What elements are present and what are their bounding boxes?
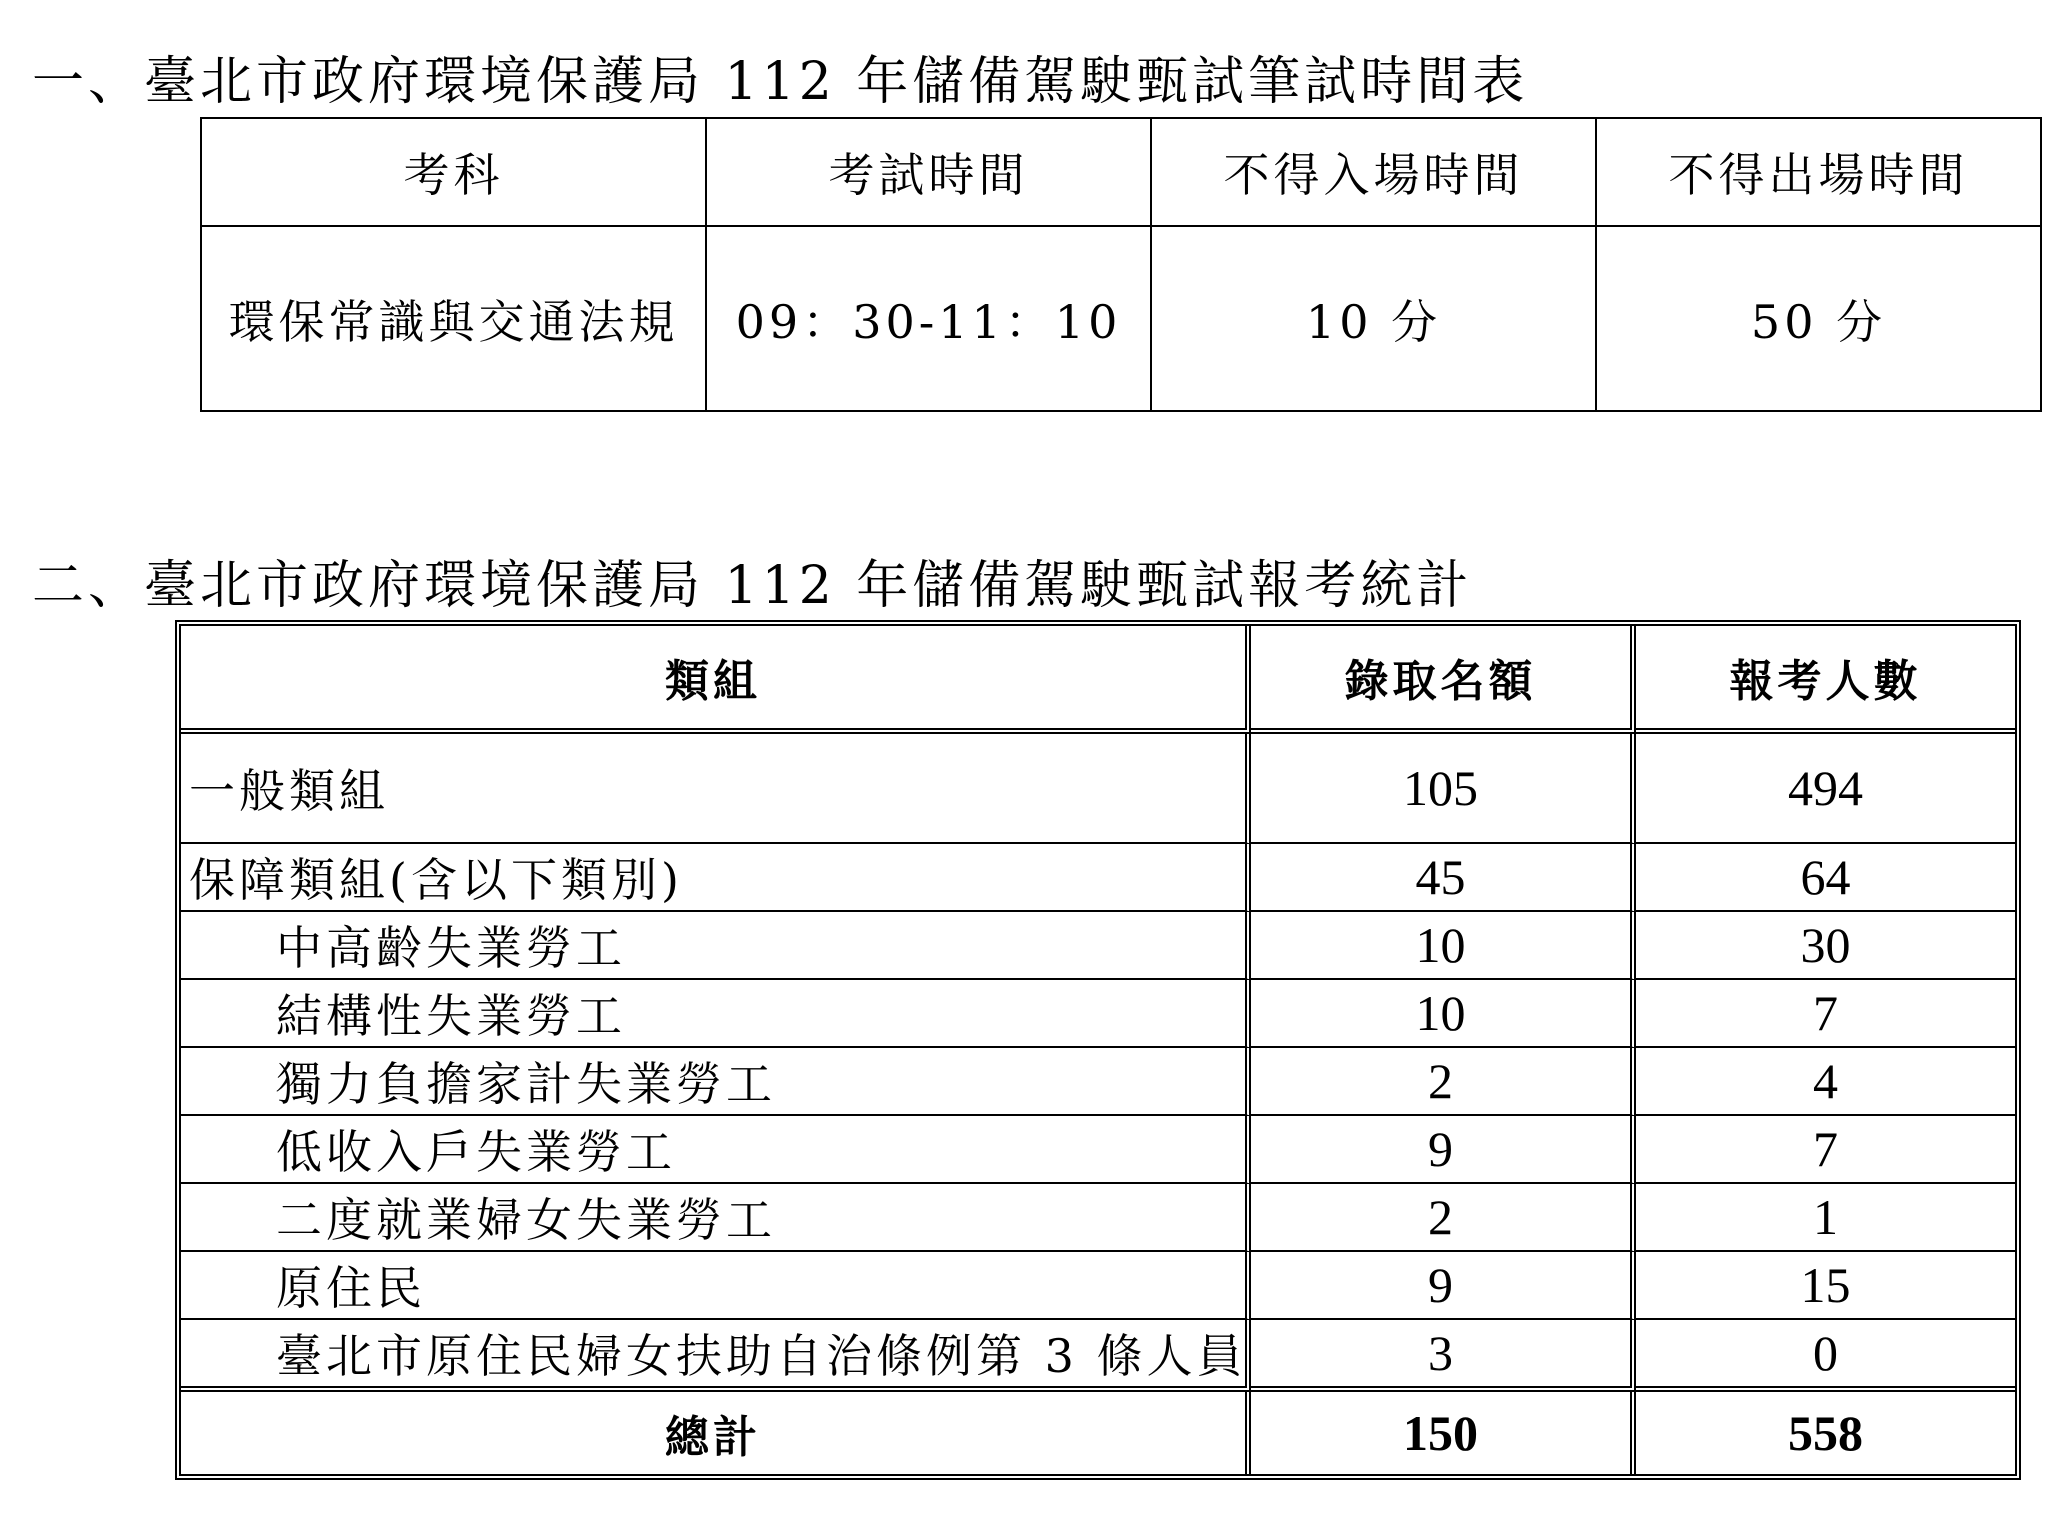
table-header-row [181, 626, 2015, 734]
row-applicants: 64 [1636, 844, 2015, 912]
header-exam-time: 考試時間 [706, 118, 1151, 226]
total-label: 總計 [181, 1392, 1251, 1474]
header-subject: 考科 [201, 118, 706, 226]
row-category: 結構性失業勞工 [181, 980, 1251, 1048]
header-category: 類組 [181, 626, 1251, 734]
row-applicants: 4 [1636, 1048, 2015, 1116]
header-no-entry-time: 不得入場時間 [1151, 118, 1596, 226]
row-category: 獨力負擔家計失業勞工 [181, 1048, 1251, 1116]
row-quota: 45 [1251, 844, 1636, 912]
table-row [201, 226, 2041, 411]
row-quota: 2 [1251, 1048, 1636, 1116]
cell-no-exit-time: 50 分 [1596, 226, 2041, 411]
row-quota: 9 [1251, 1252, 1636, 1320]
header-no-exit-time: 不得出場時間 [1596, 118, 2041, 226]
row-quota: 2 [1251, 1184, 1636, 1252]
row-category: 二度就業婦女失業勞工 [181, 1184, 1251, 1252]
application-stats-table [175, 620, 2021, 1480]
row-category: 保障類組(含以下類別) [181, 844, 1251, 912]
table-row [181, 912, 2015, 980]
row-applicants: 0 [1636, 1320, 2015, 1392]
row-quota: 9 [1251, 1116, 1636, 1184]
cell-exam-time: 09：30-11：10 [706, 226, 1151, 411]
row-applicants: 7 [1636, 1116, 2015, 1184]
header-applicants: 報考人數 [1636, 626, 2015, 734]
total-quota: 150 [1251, 1392, 1636, 1474]
row-category: 原住民 [181, 1252, 1251, 1320]
table-row [181, 844, 2015, 912]
table-row [181, 1048, 2015, 1116]
section-2-title: 二、臺北市政府環境保護局 112 年儲備駕駛甄試報考統計 [32, 556, 1473, 616]
total-row [181, 1392, 2015, 1474]
row-applicants: 494 [1636, 734, 2015, 844]
cell-subject: 環保常識與交通法規 [201, 226, 706, 411]
row-quota: 3 [1251, 1320, 1636, 1392]
row-applicants: 15 [1636, 1252, 2015, 1320]
table-row [181, 980, 2015, 1048]
table-header-row [201, 118, 2041, 226]
row-applicants: 30 [1636, 912, 2015, 980]
table-row [181, 1320, 2015, 1392]
exam-schedule-table [200, 117, 2042, 412]
table-row [181, 1116, 2015, 1184]
row-category: 一般類組 [181, 734, 1251, 844]
table-row [181, 734, 2015, 844]
row-applicants: 7 [1636, 980, 2015, 1048]
total-applicants: 558 [1788, 1405, 1863, 1461]
row-category: 臺北市原住民婦女扶助自治條例第 3 條人員 [181, 1320, 1251, 1392]
row-quota: 105 [1251, 734, 1636, 844]
header-quota: 錄取名額 [1251, 626, 1636, 734]
row-category: 低收入戶失業勞工 [181, 1116, 1251, 1184]
table-row [181, 1184, 2015, 1252]
cell-no-entry-time: 10 分 [1151, 226, 1596, 411]
row-category: 中高齡失業勞工 [181, 912, 1251, 980]
row-quota: 10 [1251, 912, 1636, 980]
row-applicants: 1 [1636, 1184, 2015, 1252]
row-quota: 10 [1251, 980, 1636, 1048]
table-row [181, 1252, 2015, 1320]
section-1-title: 一、臺北市政府環境保護局 112 年儲備駕駛甄試筆試時間表 [32, 52, 1529, 112]
